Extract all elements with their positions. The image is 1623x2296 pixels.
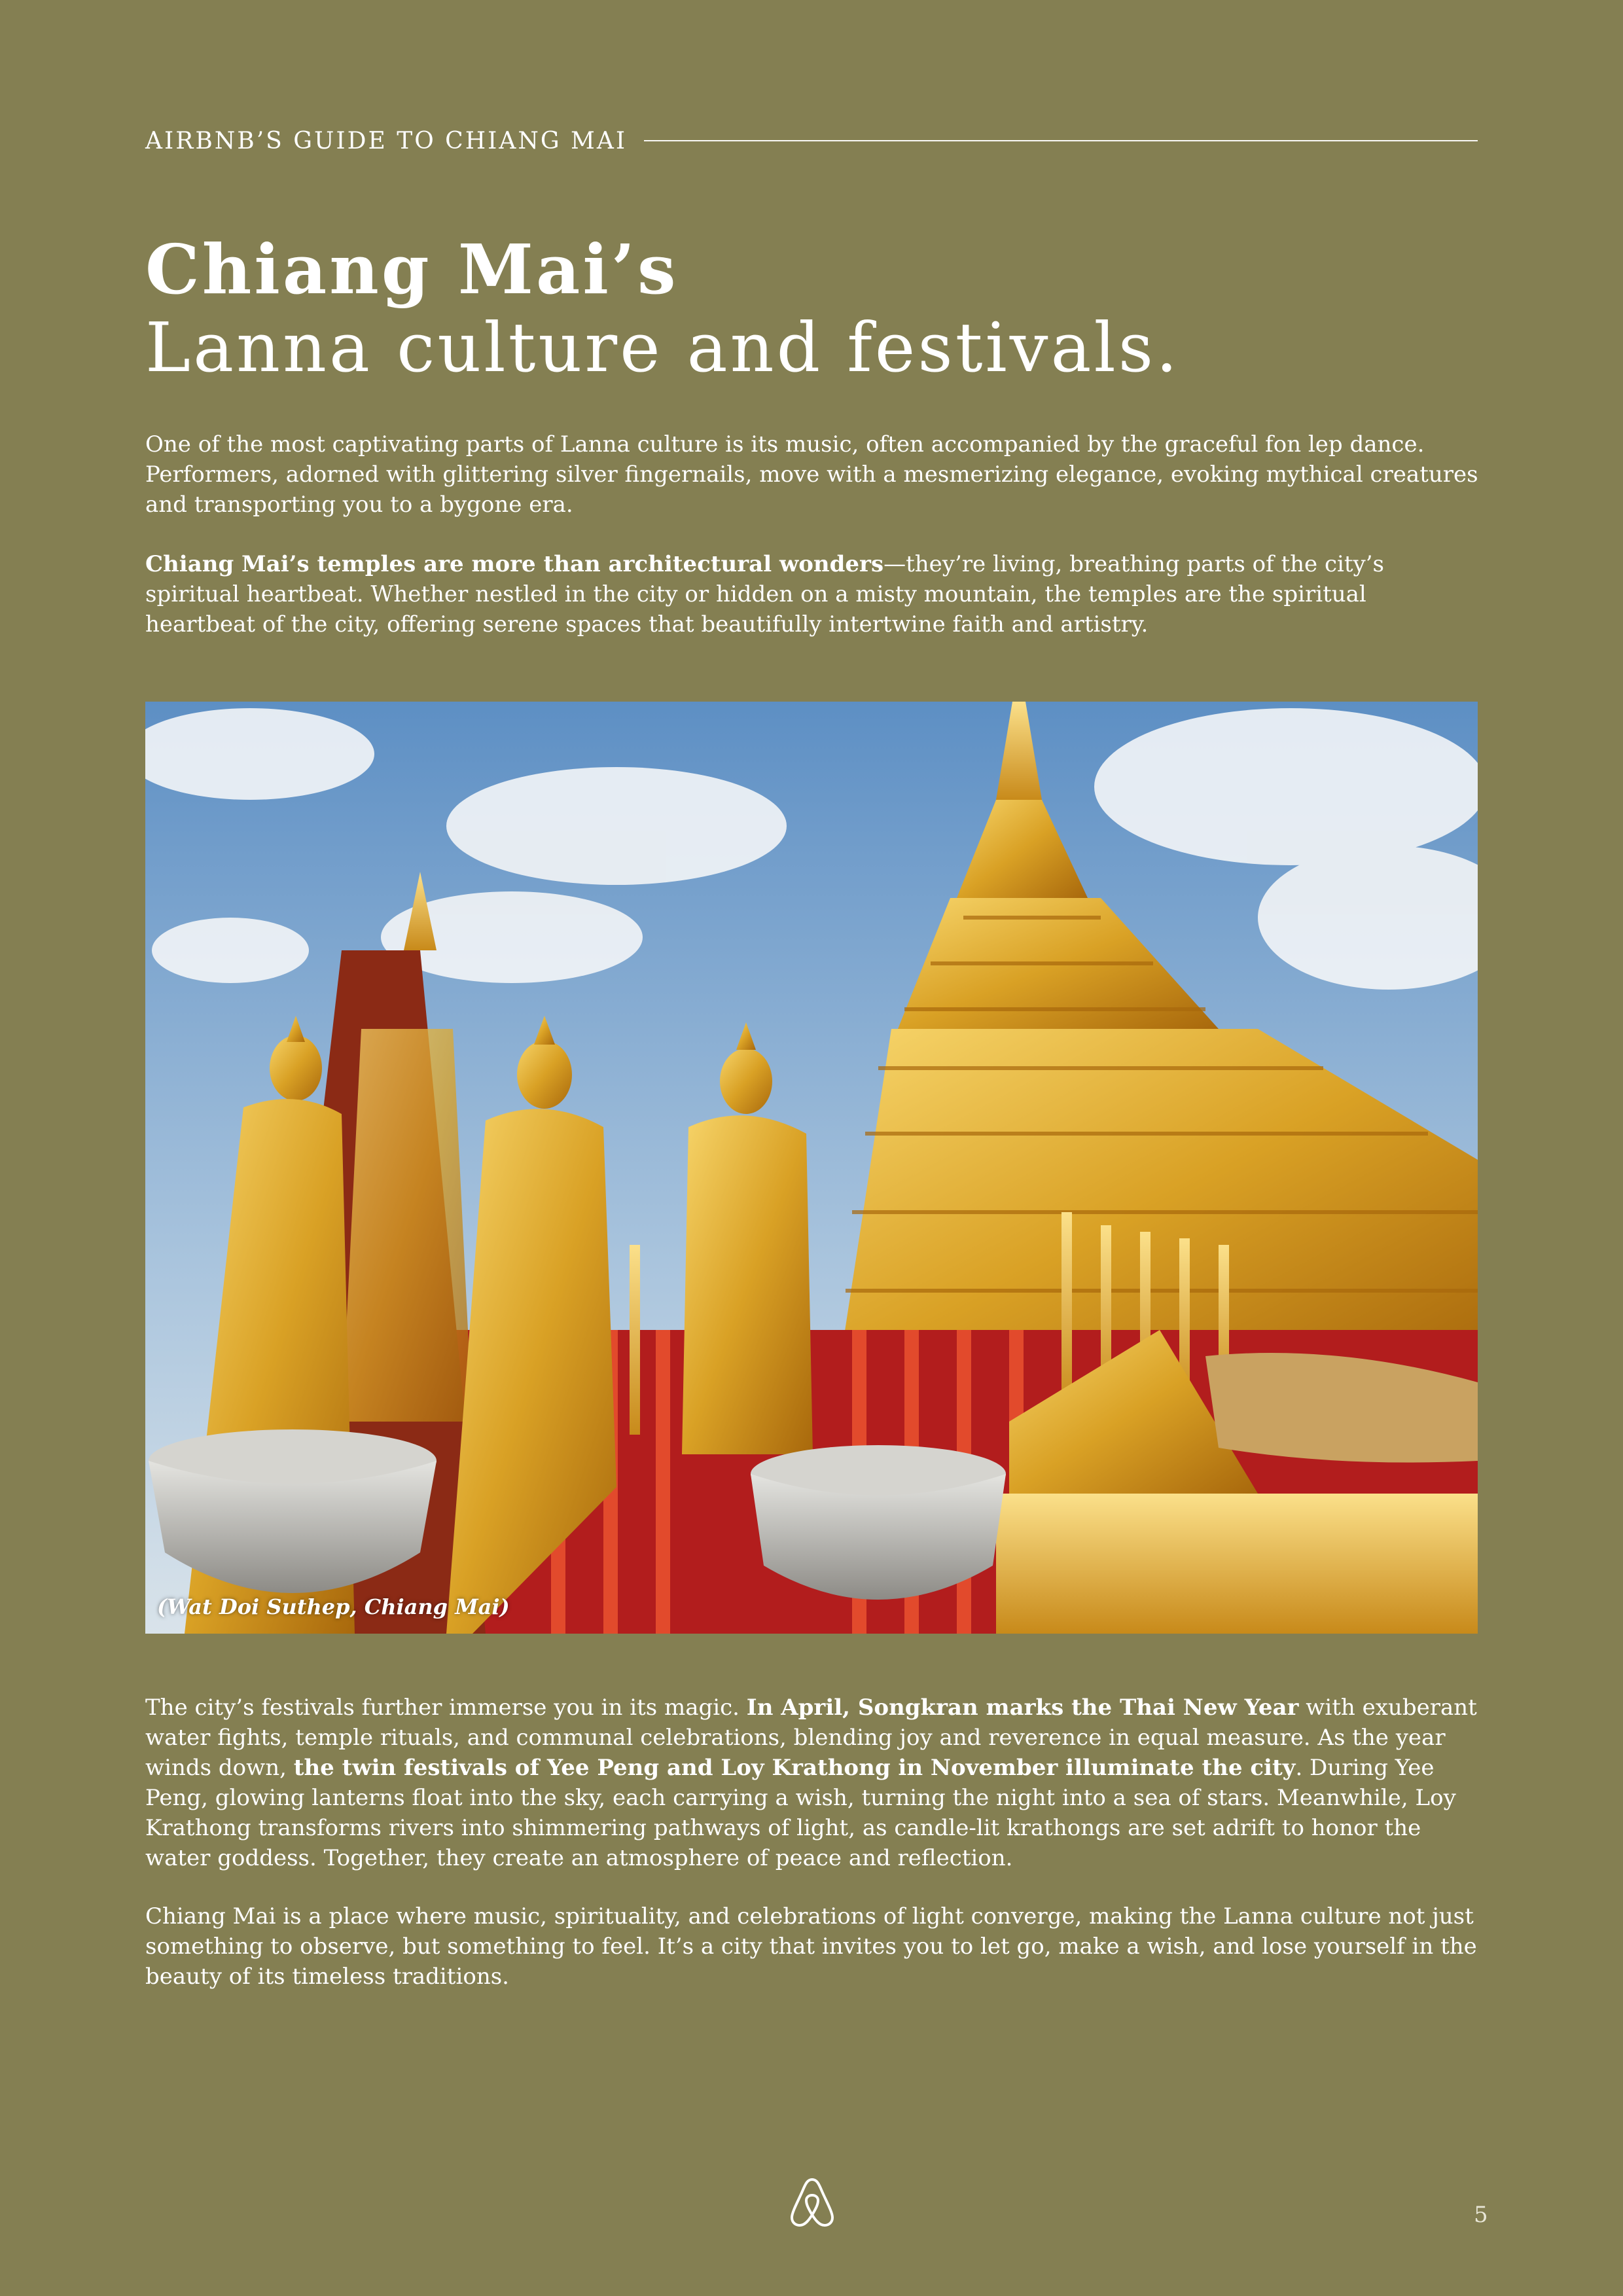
header-label: AIRBNB’S GUIDE TO CHIANG MAI (145, 127, 628, 154)
temple-photo (145, 702, 1478, 1634)
festivals-bold-1: In April, Songkran marks the Thai New Year (746, 1695, 1299, 1721)
festivals-paragraph (145, 1693, 1480, 1873)
photo-caption: (Wat Doi Suthep, Chiang Mai) (157, 1594, 510, 1619)
page-title (145, 230, 1478, 386)
festivals-bold-2: the twin festivals of Yee Peng and Loy Krathong in November illuminate the city (293, 1755, 1296, 1781)
temples-paragraph (145, 549, 1480, 639)
festivals-text-2: with exuberant water fights, temple rituals, and communal celebrations, blending joy and reverence in equal measure. As the year winds down, (145, 1695, 1477, 1781)
intro-text: One of the most captivating parts of Lanna culture is its music, often accompanied by the graceful fon lep dance. Performers, adorned with glittering silver fingernails, move with a mesmerizing elegance, evoking mythical creatures and transporting you to a bygone era. (145, 431, 1478, 518)
temples-bold-text: Chiang Mai’s temples are more than architectural wonders (145, 551, 884, 577)
festivals-text-1: The city’s festivals further immerse you in its magic. (145, 1695, 747, 1721)
page-header (145, 124, 1478, 157)
title-line-2: Lanna culture and festivals. (145, 308, 1181, 387)
closing-paragraph (145, 1901, 1480, 1992)
title-line-1: Chiang Mai’s (145, 229, 679, 310)
airbnb-logo-icon (788, 2176, 836, 2228)
intro-paragraph (145, 429, 1480, 520)
header-rule (644, 140, 1478, 141)
closing-text: Chiang Mai is a place where music, spirituality, and celebrations of light converge, making the Lanna culture not just something to observe, but something to feel. It’s a city that invites you to let go, make a wish, and lose yourself in the beauty of its timeless traditions. (145, 1903, 1477, 1990)
festivals-text-3: . During Yee Peng, glowing lanterns float into the sky, each carrying a wish, turning the night into a sea of stars. Meanwhile, Loy Krathong transforms rivers into shimmering pathways of light, as candle-lit krathongs are set adrift to honor the water goddess. Together, they create an atmosphere of peace and reflection. (145, 1755, 1456, 1871)
temple-illustration (145, 702, 1478, 1634)
temples-text: —they’re living, breathing parts of the city’s spiritual heartbeat. Whether nestled in the city or hidden on a misty mountain, the temples are the spiritual heartbeat of the city, offering serene spaces that beautifully intertwine faith and artistry. (145, 551, 1384, 637)
page-number: 5 (1474, 2202, 1488, 2228)
